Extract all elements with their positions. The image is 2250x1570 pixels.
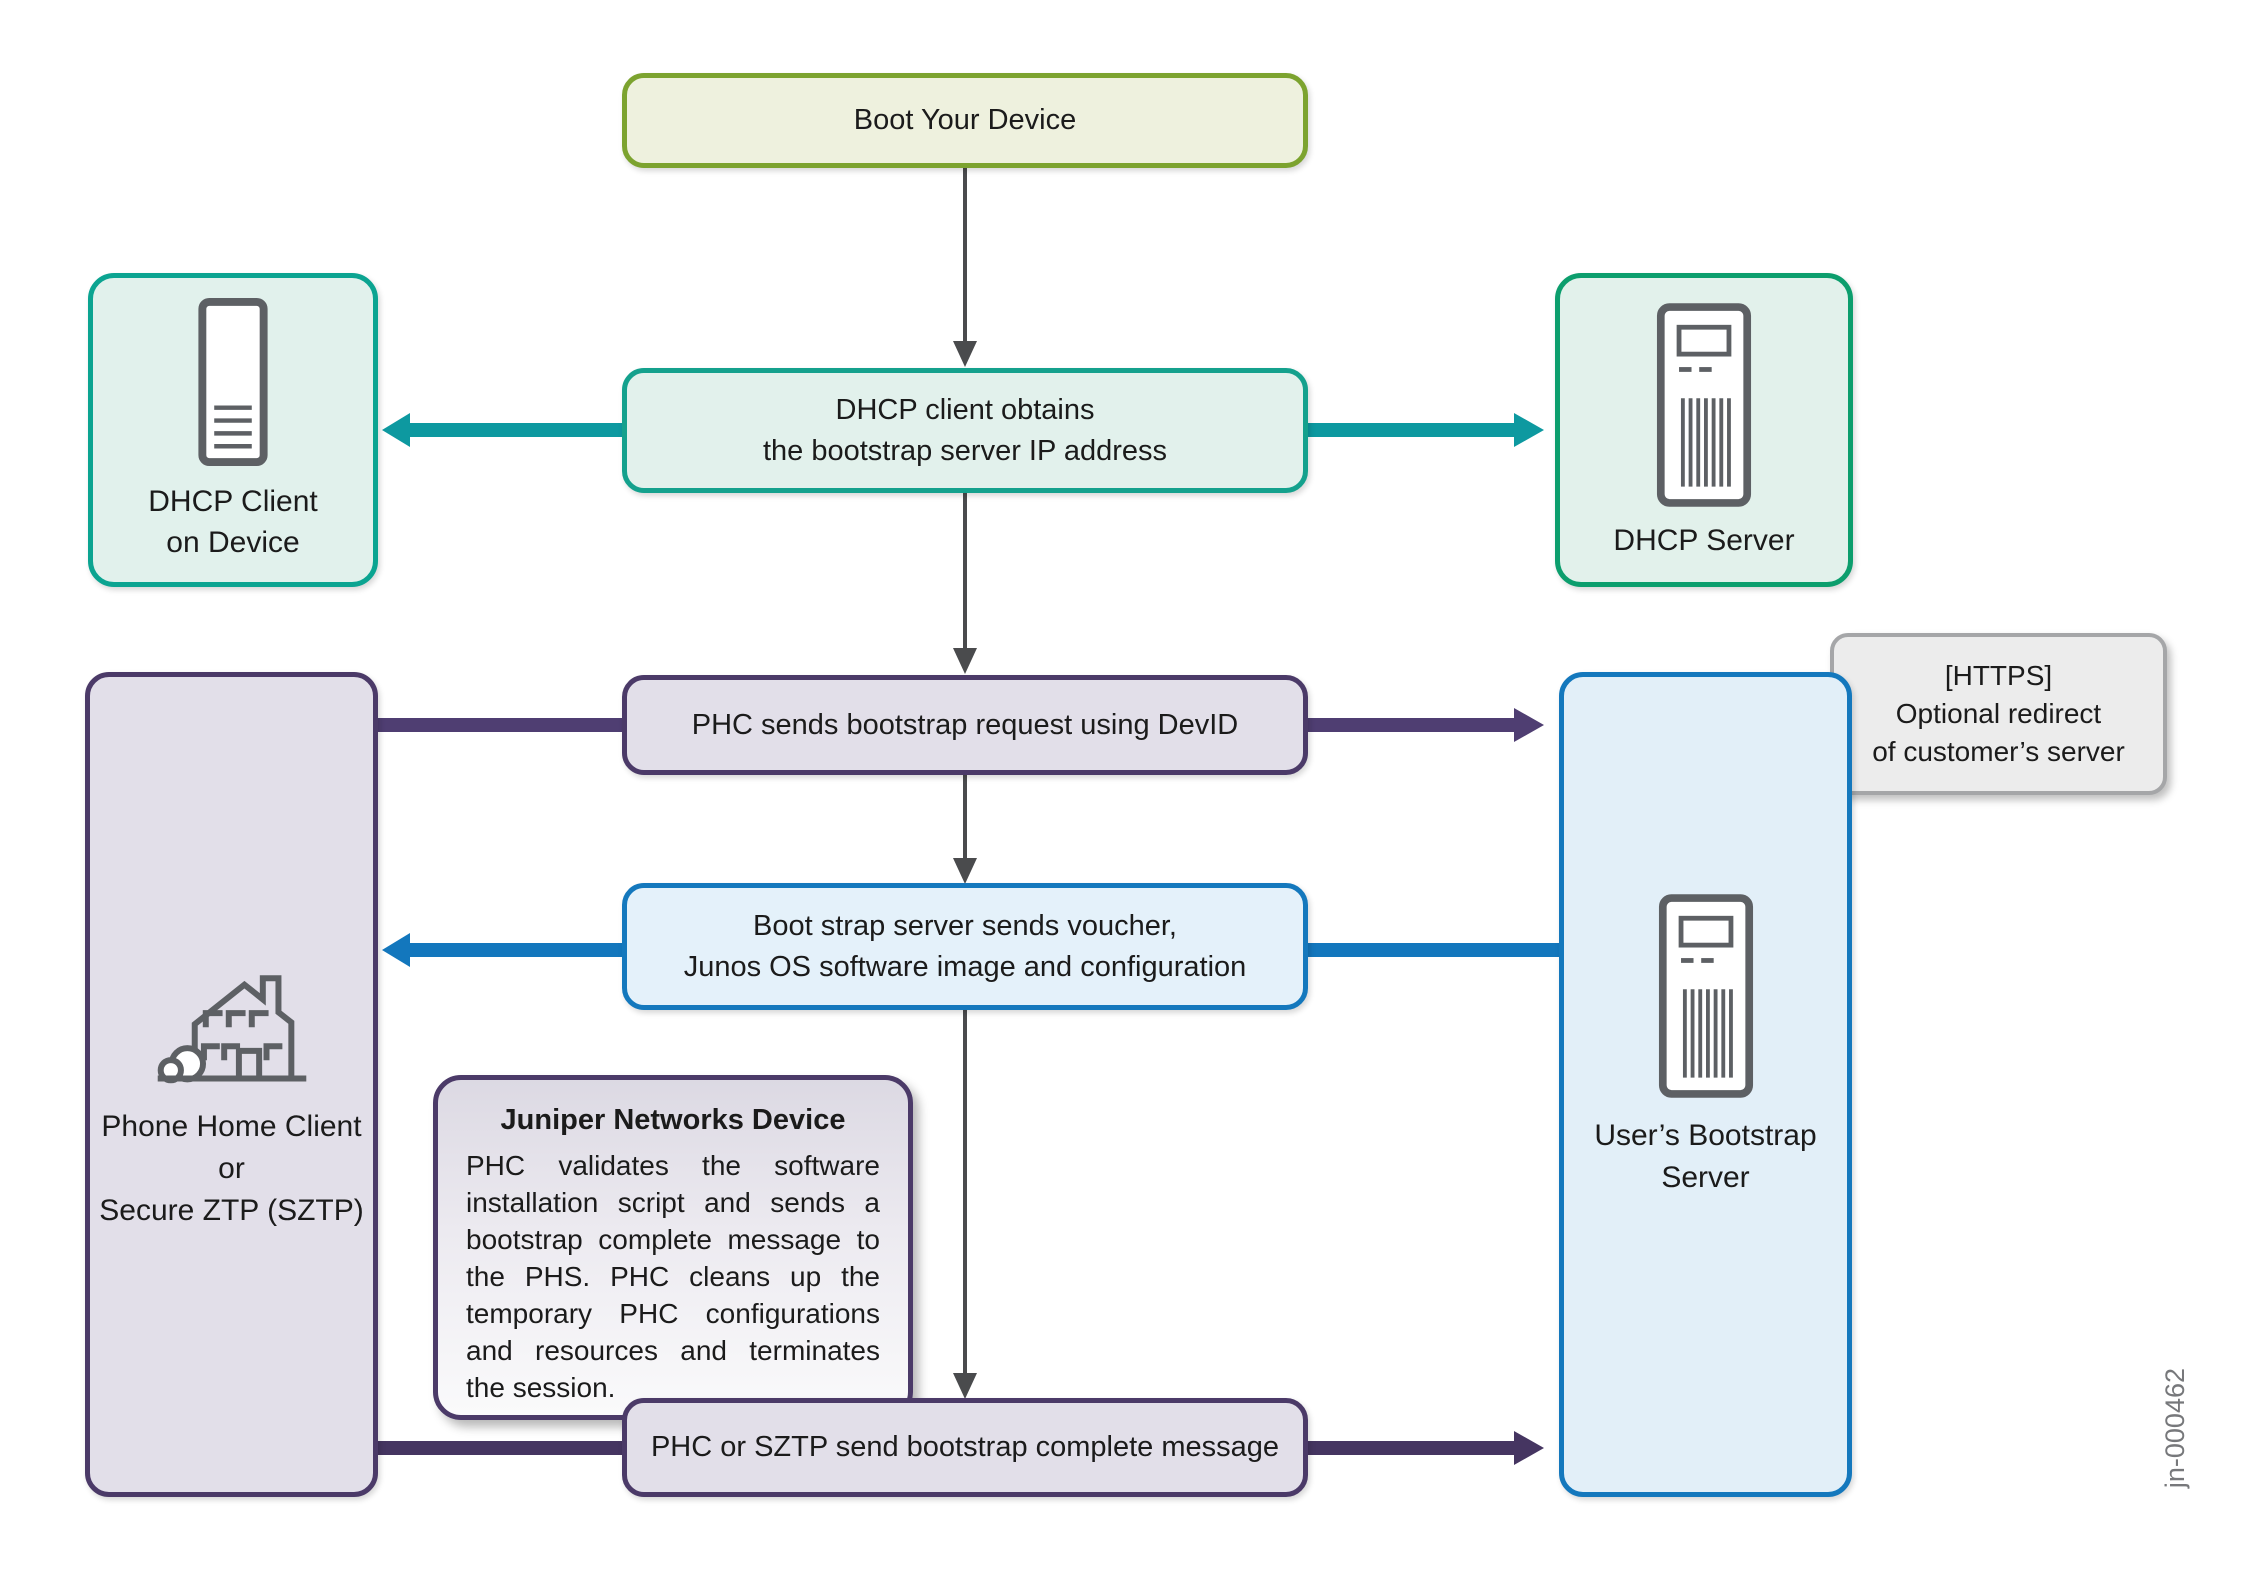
arrowhead-down-icon (953, 341, 977, 367)
node-label-line2: on Device (166, 526, 300, 559)
node-dhcp-client-obtains (622, 368, 1308, 493)
node-label-line1: User’s Bootstrap (1594, 1119, 1817, 1152)
node-phone-home-client (85, 672, 378, 1497)
node-dhcp-server (1555, 273, 1853, 587)
arrowhead-right-icon (1514, 708, 1544, 742)
node-label-line1: DHCP client obtains (835, 393, 1095, 426)
arrow-dhcp-to-server-line (1308, 423, 1514, 437)
arrow-voucher-left-line (410, 943, 622, 957)
node-label-line1: DHCP Client (148, 485, 318, 518)
node-label-line3: Secure ZTP (SZTP) (99, 1194, 364, 1227)
arrowhead-left-icon (382, 933, 410, 967)
juniper-device-description: PHC validates the software installation script and sends a bootstrap complete message to the PHS. PHC cleans up the temporary PHC configurations and resources and terminates the session. (466, 1150, 880, 1403)
node-phc-sends-bootstrap-request (622, 675, 1308, 775)
arrow-voucher-right-line (1308, 943, 1559, 957)
connector-request-to-voucher (963, 775, 967, 858)
connector-boot-to-dhcp (963, 168, 967, 342)
arrow-phc-request-left-line (378, 718, 622, 732)
juniper-device-title: Juniper Networks Device (500, 1104, 846, 1136)
arrow-complete-right-line (1308, 1441, 1514, 1455)
figure-id: jn-000462 (2160, 1368, 2190, 1489)
node-dhcp-client-on-device (88, 273, 378, 587)
house-icon (156, 969, 308, 1084)
node-https-optional-redirect (1830, 633, 2167, 795)
node-label-line1: Phone Home Client (101, 1110, 362, 1143)
node-juniper-networks-device (433, 1075, 913, 1420)
node-label-line2: Junos OS software image and configuration (683, 950, 1247, 983)
arrowhead-down-icon (953, 648, 977, 674)
node-bootstrap-complete-message (622, 1398, 1308, 1497)
node-label-line1: Boot strap server sends voucher, (753, 909, 1177, 942)
node-label-line2: the bootstrap server IP address (762, 434, 1168, 467)
node-users-bootstrap-server (1559, 672, 1852, 1497)
node-label: Boot Your Device (853, 104, 1077, 136)
arrow-phc-request-right-line (1308, 718, 1514, 732)
node-label: PHC sends bootstrap request using DevID (691, 708, 1239, 741)
arrowhead-down-icon (953, 1373, 977, 1399)
node-label: PHC or SZTP send bootstrap complete message (650, 1431, 1280, 1463)
note-line1: [HTTPS] (1944, 660, 2053, 691)
arrowhead-right-icon (1514, 413, 1544, 447)
arrowhead-right-icon (1514, 1431, 1544, 1465)
server-tower-icon (1658, 893, 1754, 1099)
arrow-complete-left-line (378, 1441, 622, 1455)
arrowhead-down-icon (953, 858, 977, 884)
server-slim-tower-icon (197, 297, 269, 467)
node-label-line2: or (218, 1152, 245, 1185)
arrow-dhcp-to-client-line (410, 423, 622, 437)
connector-voucher-to-complete (963, 1010, 967, 1373)
node-label: DHCP Server (1613, 524, 1795, 557)
note-line2: Optional redirect (1895, 698, 2102, 729)
connector-dhcp-to-request (963, 493, 967, 648)
server-tower-icon (1656, 302, 1752, 508)
note-line3: of customer’s server (1872, 736, 2125, 767)
node-bootstrap-server-sends-voucher (622, 883, 1308, 1010)
node-label-line2: Server (1661, 1161, 1750, 1194)
arrowhead-left-icon (382, 413, 410, 447)
node-boot-your-device (622, 73, 1308, 168)
